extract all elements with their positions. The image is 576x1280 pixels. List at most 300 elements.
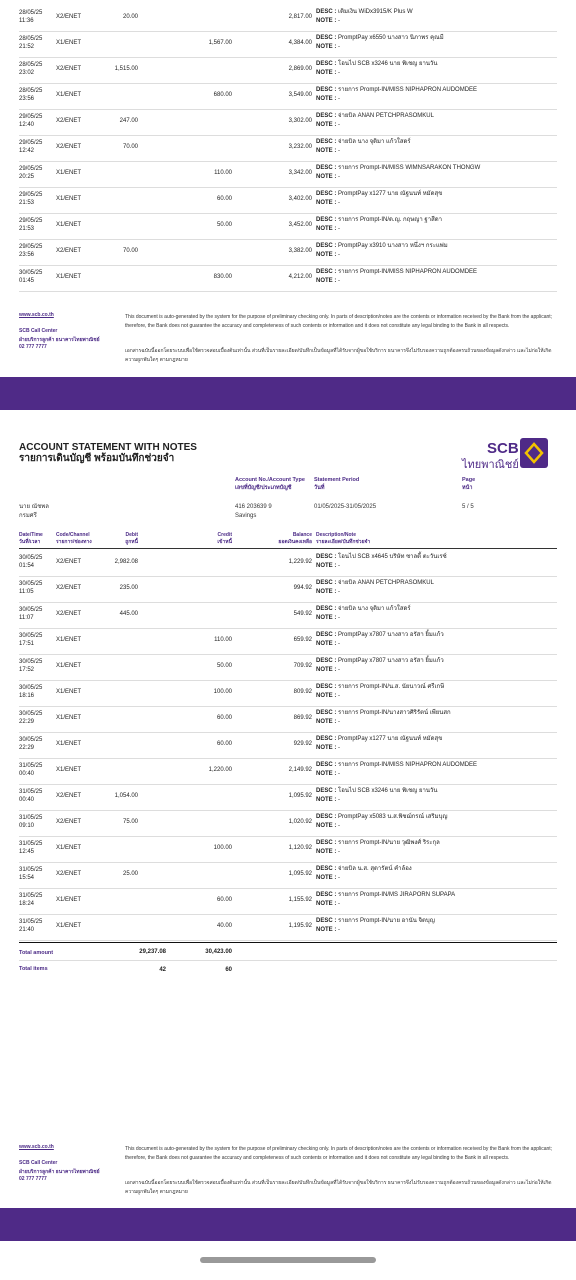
- desc-text: PromptPay x1277 นาย ณัฐนนท์ หมัดสุข: [338, 191, 443, 197]
- row-balance: 2,149.92: [288, 767, 312, 773]
- table-row: [0, 577, 576, 603]
- row-description: [316, 761, 477, 779]
- desc-text: PromptPay x5083 น.ส.พิชฌ์กรณ์ เสริมบุญ: [338, 814, 448, 820]
- row-time: 18:16: [19, 693, 35, 699]
- row-credit: 110.00: [214, 637, 232, 643]
- row-channel: X2/ENET: [56, 559, 82, 565]
- row-channel: X1/ENET: [56, 92, 82, 98]
- note-label: NOTE :: [316, 693, 337, 699]
- scb-logo-thai: ไทยพาณิชย์: [462, 459, 519, 471]
- row-description: [316, 190, 442, 208]
- row-debit: 1,515.00: [114, 66, 138, 72]
- total-items-label: Total items: [19, 966, 48, 972]
- row-time: 23:02: [19, 70, 35, 76]
- row-date-day: 29/05/25: [19, 244, 43, 250]
- desc-text: PromptPay x7807 นางสาว อรัสา ยิ้มแก้ว: [338, 658, 444, 664]
- row-date: [19, 61, 53, 77]
- note-label: NOTE :: [316, 615, 337, 621]
- row-date-day: 29/05/25: [19, 166, 43, 172]
- col-desc: [316, 532, 370, 546]
- row-date: [19, 632, 53, 648]
- note-text: -: [338, 771, 341, 777]
- row-description: [316, 709, 451, 727]
- note-label: NOTE :: [316, 641, 337, 647]
- row-debit: 25.00: [122, 871, 138, 877]
- desc-text: รายการ Prompt-IN/น.ส. นัยนาวณ์ ศรีเกษี: [338, 684, 445, 690]
- row-balance: 1,195.92: [288, 923, 312, 929]
- row-date-day: 30/05/25: [19, 607, 43, 613]
- row-channel: X1/ENET: [56, 767, 82, 773]
- col-balance-en: Balance: [292, 532, 312, 538]
- row-date-day: 31/05/25: [19, 867, 43, 873]
- note-label: NOTE :: [316, 226, 337, 232]
- account-label-th: เลขที่บัญชี/ประเภทบัญชี: [235, 485, 292, 491]
- row-date: [19, 269, 53, 285]
- col-balance: [278, 532, 312, 546]
- row-credit: 830.00: [213, 274, 232, 280]
- note-text: -: [338, 226, 341, 232]
- note-label: NOTE :: [316, 745, 337, 751]
- desc-label: DESC :: [316, 87, 337, 93]
- table-row: [0, 188, 576, 214]
- note-text: -: [338, 641, 341, 647]
- row-balance: 709.92: [293, 663, 312, 669]
- row-description: [316, 657, 444, 675]
- desc-text: รายการ Prompt-IN/MS JIRAPORN SUPAPA: [338, 892, 456, 898]
- note-label: NOTE :: [316, 823, 337, 829]
- note-text: -: [338, 797, 341, 803]
- row-time: 11:05: [19, 589, 34, 595]
- desc-text: โอนไป SCB x3246 นาย พิเชญ ยานวัน: [338, 788, 438, 794]
- desc-label: DESC :: [316, 866, 337, 872]
- note-text: -: [338, 278, 341, 284]
- row-channel: X1/ENET: [56, 715, 82, 721]
- desc-label: DESC :: [316, 269, 337, 275]
- row-channel: X1/ENET: [56, 170, 82, 176]
- row-description: [316, 8, 413, 26]
- row-balance: 549.92: [293, 611, 312, 617]
- desc-label: DESC :: [316, 191, 337, 197]
- row-channel: X1/ENET: [56, 40, 82, 46]
- row-debit: 70.00: [122, 248, 138, 254]
- row-channel: X1/ENET: [56, 196, 82, 202]
- row-date: [19, 814, 53, 830]
- desc-label: DESC :: [316, 658, 337, 664]
- row-date-day: 29/05/25: [19, 114, 43, 120]
- note-label: NOTE :: [316, 797, 337, 803]
- row-description: [316, 138, 411, 156]
- footer-page4: [0, 310, 576, 385]
- row-date: [19, 243, 53, 259]
- col-channel-en: Code/Channel: [56, 532, 90, 538]
- row-balance: 869.92: [293, 715, 312, 721]
- note-label: NOTE :: [316, 200, 337, 206]
- row-credit: 40.00: [216, 923, 232, 929]
- note-label: NOTE :: [316, 174, 337, 180]
- desc-text: จ่ายบิล นาง จุติมา แก้วใสดร์: [338, 606, 411, 612]
- row-date: [19, 554, 53, 570]
- row-date-day: 30/05/25: [19, 711, 43, 717]
- row-description: [316, 60, 437, 78]
- row-date: [19, 840, 53, 856]
- row-time: 00:40: [19, 771, 35, 777]
- desc-label: DESC :: [316, 113, 337, 119]
- col-date: [19, 532, 43, 546]
- table-row: [0, 110, 576, 136]
- desc-text: รายการ Prompt-IN/MISS NIPHAPRON AUDOMDEE: [338, 762, 478, 768]
- row-date-day: 28/05/25: [19, 88, 43, 94]
- row-description: [316, 813, 448, 831]
- row-date: [19, 165, 53, 181]
- disclaimer-th: เอกสารฉบับนี้ออกโดยระบบเพื่อใช้ตรวจสอบเบื้องต้นเท่านั้น ส่วนที่เป็นรายละเอียด/บันทึกเป็นข้อมูลที่ได้รับจากผู้ขอใช้บริการ ธนาคารจึงไม่รับรองความถูกต้องครบถ้วนของข้อมูลดังกล่าว และไม่ก่อให้เกิดความผูกพันใดๆ ตามกฎหมาย: [125, 348, 552, 363]
- note-label: NOTE :: [316, 589, 337, 595]
- account-type-value: Savings: [235, 513, 257, 519]
- row-date-day: 31/05/25: [19, 763, 43, 769]
- row-time: 21:52: [19, 44, 35, 50]
- desc-label: DESC :: [316, 762, 337, 768]
- table-row: [0, 6, 576, 32]
- note-label: NOTE :: [316, 719, 337, 725]
- row-channel: X1/ENET: [56, 845, 82, 851]
- home-indicator[interactable]: [200, 1257, 376, 1263]
- row-channel: X2/ENET: [56, 793, 82, 799]
- note-label: NOTE :: [316, 667, 337, 673]
- col-debit-th: ถูกหนี้: [125, 539, 138, 545]
- row-channel: X1/ENET: [56, 663, 82, 669]
- col-date-en: Date/Time: [19, 532, 43, 538]
- desc-label: DESC :: [316, 736, 337, 742]
- account-label: [235, 476, 305, 492]
- row-date-day: 29/05/25: [19, 218, 43, 224]
- row-date: [19, 762, 53, 778]
- row-date: [19, 892, 53, 908]
- row-credit: 1,567.00: [208, 40, 232, 46]
- row-credit: 60.00: [216, 897, 232, 903]
- desc-label: DESC :: [316, 9, 337, 15]
- period-value: 01/05/2025-31/05/2025: [314, 504, 377, 510]
- website-link-2[interactable]: www.scb.co.th: [19, 1144, 54, 1150]
- note-label: NOTE :: [316, 875, 337, 881]
- row-time: 22:29: [19, 745, 35, 751]
- desc-text: PromptPay x1277 นาย ณัฐนนท์ หมัดสุข: [338, 736, 443, 742]
- note-label: NOTE :: [316, 278, 337, 284]
- table-row: [0, 84, 576, 110]
- note-text: -: [338, 927, 341, 933]
- row-time: 21:53: [19, 226, 35, 232]
- col-debit-en: Debit: [125, 532, 138, 538]
- row-time: 12:40: [19, 122, 35, 128]
- scb-logo-icon: [520, 438, 548, 468]
- row-date: [19, 788, 53, 804]
- row-date: [19, 9, 53, 25]
- statement-title: [19, 442, 197, 464]
- table-row: [0, 889, 576, 915]
- row-credit: 110.00: [214, 170, 232, 176]
- note-text: -: [338, 122, 341, 128]
- desc-text: รายการ Prompt-IN/MISS WIMNSARAKON THONGW: [338, 165, 481, 171]
- col-date-th: วันที่/เวลา: [19, 539, 41, 545]
- row-debit: 70.00: [122, 144, 138, 150]
- call-center-thai-2: ฝ่ายบริการลูกค้า ธนาคารไทยพาณิชย์: [19, 1169, 100, 1175]
- table-row: [0, 655, 576, 681]
- row-balance: 659.92: [293, 637, 312, 643]
- table-row: [0, 603, 576, 629]
- row-date-day: 30/05/25: [19, 685, 43, 691]
- page-label-en: Page: [462, 477, 476, 483]
- desc-text: โอนไป SCB x3246 นาย พิเชญ ยานวัน: [338, 61, 438, 67]
- desc-label: DESC :: [316, 684, 337, 690]
- table-row: [0, 837, 576, 863]
- row-date-day: 31/05/25: [19, 919, 43, 925]
- row-date-day: 31/05/25: [19, 893, 43, 899]
- row-date-day: 31/05/25: [19, 815, 43, 821]
- table-row: [0, 707, 576, 733]
- row-description: [316, 865, 412, 883]
- table-row: [0, 240, 576, 266]
- row-credit: 60.00: [216, 715, 232, 721]
- row-date-day: 28/05/25: [19, 36, 43, 42]
- desc-text: PromptPay x7807 นางสาว อรัสา ยิ้มแก้ว: [338, 632, 444, 638]
- desc-label: DESC :: [316, 788, 337, 794]
- row-date: [19, 918, 53, 934]
- row-balance: 994.92: [293, 585, 312, 591]
- row-date: [19, 710, 53, 726]
- row-date: [19, 87, 53, 103]
- total-credit: 30,423.00: [205, 949, 232, 955]
- note-label: NOTE :: [316, 252, 337, 258]
- page-label-th: หน้า: [462, 485, 473, 491]
- page-value: 5 / 5: [462, 504, 474, 510]
- table-row: [0, 629, 576, 655]
- row-credit: 60.00: [216, 196, 232, 202]
- table-row: [0, 863, 576, 889]
- row-date: [19, 684, 53, 700]
- note-text: -: [338, 70, 341, 76]
- row-description: [316, 34, 444, 52]
- row-balance: 1,229.92: [288, 559, 312, 565]
- table-row: [0, 915, 576, 941]
- total-amount-label: Total amount: [19, 950, 54, 956]
- total-debit-items: 42: [159, 967, 166, 973]
- desc-text: รายการ Prompt-IN/นางสาวศิริรัตน์ เพียนสก: [338, 710, 451, 716]
- desc-label: DESC :: [316, 892, 337, 898]
- row-credit: 680.00: [213, 92, 232, 98]
- row-channel: X2/ENET: [56, 248, 82, 254]
- row-channel: X2/ENET: [56, 611, 82, 617]
- row-channel: X1/ENET: [56, 222, 82, 228]
- account-label-en: Account No./Account Type: [235, 477, 305, 483]
- row-date-day: 29/05/25: [19, 192, 43, 198]
- holder-address: กรมศรี: [19, 513, 37, 519]
- desc-text: จ่ายบิล นาง จุติมา แก้วใสดร์: [338, 139, 411, 145]
- row-date-day: 29/05/25: [19, 140, 43, 146]
- row-debit: 247.00: [119, 118, 138, 124]
- note-text: -: [338, 615, 341, 621]
- desc-text: รายการ Prompt-IN/นาย วุฒิพงศ์ ริระกุล: [338, 840, 440, 846]
- row-date-day: 30/05/25: [19, 737, 43, 743]
- row-credit: 50.00: [216, 222, 232, 228]
- row-description: [316, 268, 477, 286]
- row-balance: 3,382.00: [288, 248, 312, 254]
- call-center-thai: ฝ่ายบริการลูกค้า ธนาคารไทยพาณิชย์: [19, 337, 100, 343]
- note-text: -: [338, 693, 341, 699]
- disclaimer-th-2: เอกสารฉบับนี้ออกโดยระบบเพื่อใช้ตรวจสอบเบื้องต้นเท่านั้น ส่วนที่เป็นรายละเอียด/บันทึกเป็นข้อมูลที่ได้รับจากผู้ขอใช้บริการ ธนาคารจึงไม่รับรองความถูกต้องครบถ้วนของข้อมูลดังกล่าว และไม่ก่อให้เกิดความผูกพันใดๆ ตามกฎหมาย: [125, 1180, 552, 1195]
- row-description: [316, 631, 444, 649]
- note-text: -: [338, 18, 341, 24]
- row-channel: X2/ENET: [56, 585, 82, 591]
- desc-label: DESC :: [316, 918, 337, 924]
- row-time: 01:45: [19, 278, 35, 284]
- row-time: 17:51: [19, 641, 35, 647]
- table-row: [0, 214, 576, 240]
- row-channel: X1/ENET: [56, 689, 82, 695]
- title-en: ACCOUNT STATEMENT WITH NOTES: [19, 442, 197, 453]
- totals-rule: [19, 942, 557, 943]
- row-date-day: 30/05/25: [19, 633, 43, 639]
- total-debit: 29,237.08: [139, 949, 166, 955]
- row-time: 23:56: [19, 96, 35, 102]
- desc-text: รายการ Prompt-IN/MISS NIPHAPRON AUDOMDEE: [338, 269, 478, 275]
- table-row: [0, 58, 576, 84]
- row-date-day: 31/05/25: [19, 789, 43, 795]
- row-time: 11:07: [19, 615, 34, 621]
- call-center-phone[interactable]: 02 777 7777: [19, 344, 47, 350]
- table-row: [0, 162, 576, 188]
- row-channel: X1/ENET: [56, 274, 82, 280]
- row-balance: 1,095.92: [288, 871, 312, 877]
- note-text: -: [338, 148, 341, 154]
- row-time: 21:40: [19, 927, 35, 933]
- row-date: [19, 113, 53, 129]
- website-link[interactable]: www.scb.co.th: [19, 312, 54, 318]
- call-center-label-2: SCB Call Center: [19, 1160, 58, 1166]
- note-text: -: [338, 667, 341, 673]
- row-balance: 4,384.00: [288, 40, 312, 46]
- note-label: NOTE :: [316, 44, 337, 50]
- row-time: 00:40: [19, 797, 35, 803]
- desc-label: DESC :: [316, 554, 337, 560]
- row-date: [19, 580, 53, 596]
- row-balance: 1,120.92: [288, 845, 312, 851]
- account-number: [235, 503, 272, 521]
- row-date: [19, 606, 53, 622]
- desc-label: DESC :: [316, 580, 337, 586]
- table-row: [0, 266, 576, 292]
- row-credit: 100.00: [213, 845, 232, 851]
- row-description: [316, 579, 434, 597]
- table-row: [0, 811, 576, 837]
- row-balance: 2,869.00: [288, 66, 312, 72]
- row-date-day: 30/05/25: [19, 581, 43, 587]
- holder-name: นาย ณัชพล: [19, 504, 49, 510]
- note-text: -: [338, 563, 341, 569]
- row-date-day: 30/05/25: [19, 659, 43, 665]
- note-label: NOTE :: [316, 927, 337, 933]
- row-date: [19, 736, 53, 752]
- row-date-day: 28/05/25: [19, 62, 43, 68]
- disclaimer-en-2: This document is auto-generated by the system for the purpose of preliminary checking only. In parts of description/notes are the contents or information received by the Bank from the applicant; therefore, the Bank does not guarantee the accuracy and completeness of such contents or information and it does not constitute any legal binding to the Bank in all respects.: [125, 1146, 553, 1161]
- row-description: [316, 735, 442, 753]
- row-credit: 1,220.00: [208, 767, 232, 773]
- row-channel: X1/ENET: [56, 637, 82, 643]
- note-text: -: [338, 252, 341, 258]
- row-date: [19, 866, 53, 882]
- row-credit: 60.00: [216, 741, 232, 747]
- disclaimer-en: This document is auto-generated by the system for the purpose of preliminary checking only. In parts of description/notes are the contents or information received by the Bank from the applicant; therefore, the Bank does not guarantee the accuracy and completeness of such contents or information and it does not constitute any legal binding to the Bank in all respects.: [125, 314, 553, 329]
- desc-text: PromptPay x3910 นางสาว หนึ่งฯ กระแพ่ม: [338, 243, 448, 249]
- row-time: 15:54: [19, 875, 35, 881]
- row-description: [316, 216, 442, 234]
- desc-label: DESC :: [316, 606, 337, 612]
- note-text: -: [338, 200, 341, 206]
- desc-text: PromptPay x6550 นางสาว นิภาพร คุณมี: [338, 35, 444, 41]
- desc-label: DESC :: [316, 139, 337, 145]
- desc-text: รายการ Prompt-IN/นาย อานัน จิตบุญ: [338, 918, 435, 924]
- note-label: NOTE :: [316, 563, 337, 569]
- row-date: [19, 658, 53, 674]
- desc-label: DESC :: [316, 217, 337, 223]
- row-time: 22:29: [19, 719, 35, 725]
- row-balance: 3,549.00: [288, 92, 312, 98]
- row-balance: 929.92: [293, 741, 312, 747]
- desc-label: DESC :: [316, 165, 337, 171]
- row-channel: X2/ENET: [56, 144, 82, 150]
- note-text: -: [338, 589, 341, 595]
- row-time: 17:52: [19, 667, 35, 673]
- row-time: 09:10: [19, 823, 35, 829]
- col-desc-en: Description/Note: [316, 532, 357, 538]
- desc-label: DESC :: [316, 35, 337, 41]
- row-description: [316, 787, 437, 805]
- table-row: [0, 785, 576, 811]
- row-time: 01:54: [19, 563, 35, 569]
- row-debit: 75.00: [122, 819, 138, 825]
- row-balance: 1,020.92: [288, 819, 312, 825]
- header-rule: [19, 548, 557, 549]
- desc-text: เติมเงิน WiDx3915/K Plus W: [338, 9, 413, 15]
- table-row: [0, 681, 576, 707]
- row-time: 20:25: [19, 174, 35, 180]
- row-description: [316, 605, 411, 623]
- table-row: [0, 136, 576, 162]
- row-separator: [19, 940, 557, 941]
- row-description: [316, 112, 434, 130]
- table-row: [0, 32, 576, 58]
- row-time: 12:42: [19, 148, 35, 154]
- note-text: -: [338, 875, 341, 881]
- note-text: -: [338, 745, 341, 751]
- col-balance-th: ยอดเงินคงเหลือ: [278, 539, 312, 545]
- row-description: [316, 242, 448, 260]
- row-debit: 20.00: [122, 14, 138, 20]
- row-channel: X2/ENET: [56, 14, 82, 20]
- desc-label: DESC :: [316, 61, 337, 67]
- note-text: -: [338, 719, 341, 725]
- note-text: -: [338, 849, 341, 855]
- title-th: รายการเดินบัญชี พร้อมบันทึกช่วยจำ: [19, 453, 175, 464]
- table-row: [0, 551, 576, 577]
- row-time: 11:36: [19, 18, 34, 24]
- call-center-phone-2[interactable]: 02 777 7777: [19, 1176, 47, 1182]
- row-channel: X2/ENET: [56, 871, 82, 877]
- row-date-day: 28/05/25: [19, 10, 43, 16]
- row-balance: 3,302.00: [288, 118, 312, 124]
- col-credit: [217, 532, 232, 546]
- row-balance: 1,155.92: [288, 897, 312, 903]
- row-channel: X1/ENET: [56, 741, 82, 747]
- row-balance: 2,817.00: [288, 14, 312, 20]
- desc-text: รายการ Prompt-IN/ด.ญ. กฤษญา ฐาสีดา: [338, 217, 443, 223]
